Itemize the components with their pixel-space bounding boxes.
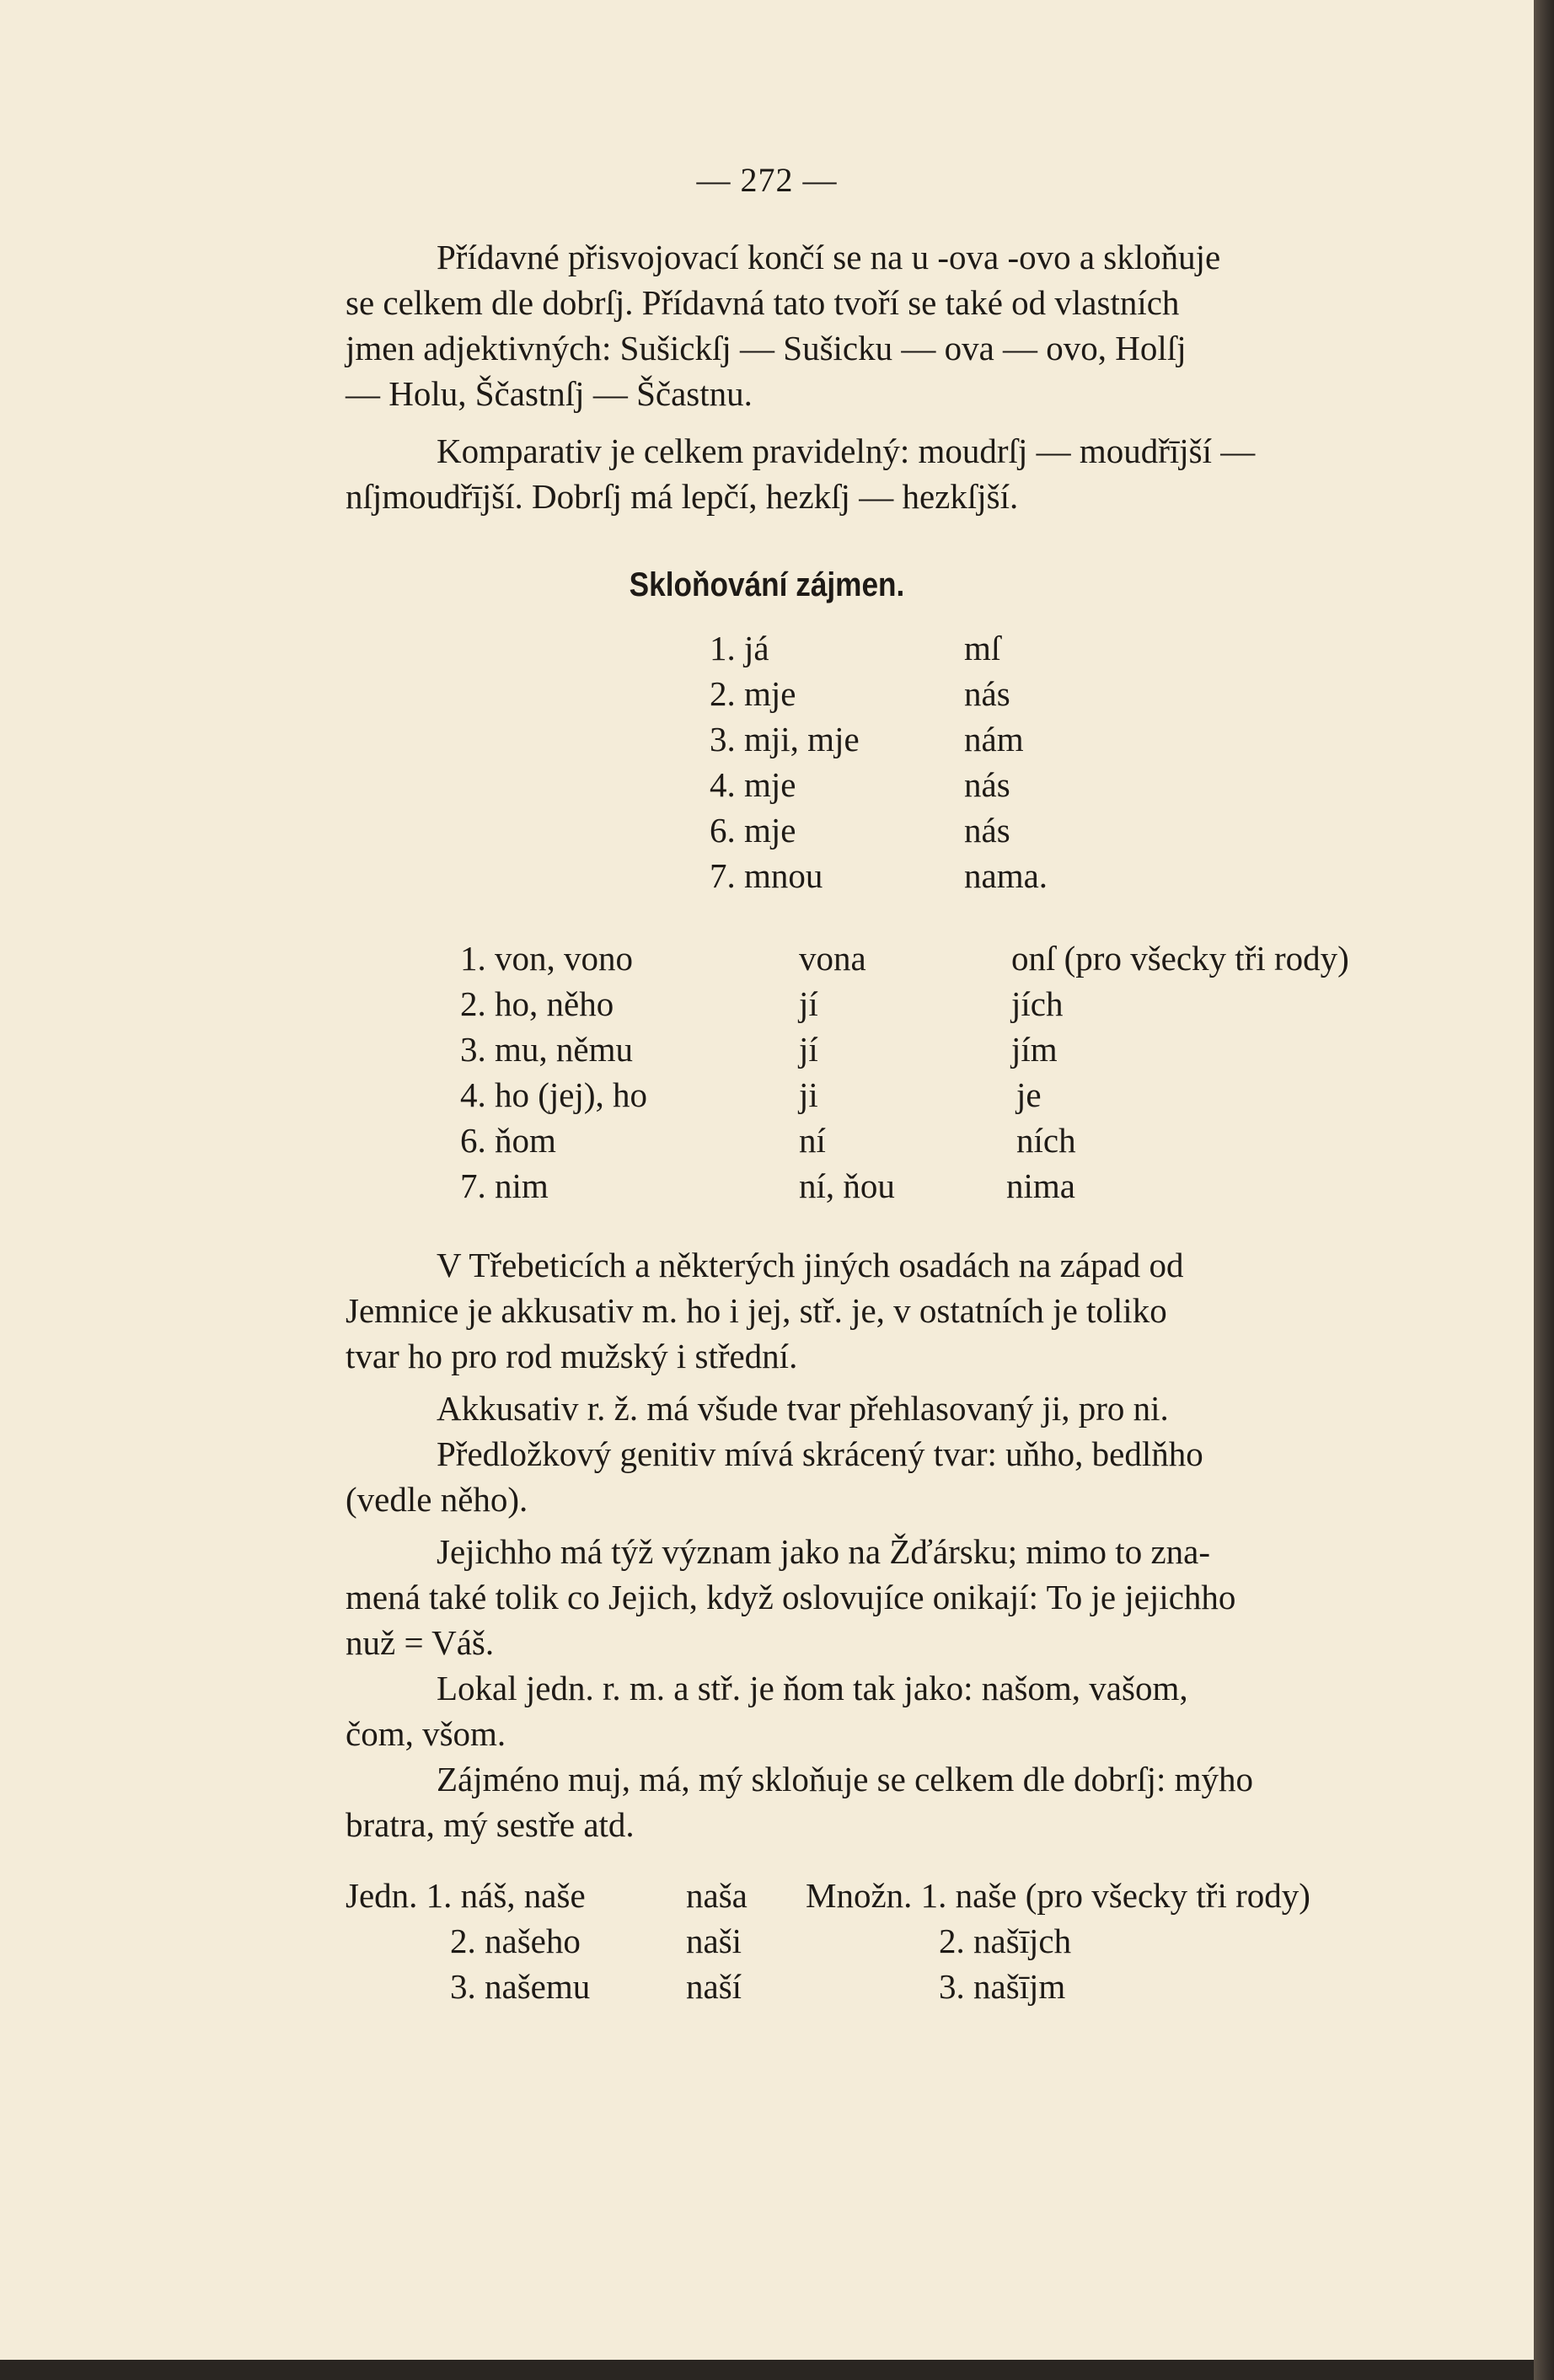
table-cell: jí <box>799 1030 818 1069</box>
table-cell: 2. mje <box>710 674 796 713</box>
paragraph-zajmeno <box>346 1756 1441 1847</box>
text-line: Přídavné přisvojovací končí se na u -ova -ovo a skloňuje <box>437 238 1221 276</box>
section-heading: Skloňování zájmen. <box>629 566 905 603</box>
table-cell: 4. mje <box>710 765 796 804</box>
table-cell: 6. ňom <box>460 1121 556 1160</box>
table-cell: ní, ňou <box>799 1166 895 1205</box>
table-cell: 2. ho, něho <box>460 984 614 1023</box>
table-cell: jím <box>1011 1030 1058 1069</box>
text-line: Zájméno muj, má, mý skloňuje se celkem dle dobrſj: mýho <box>437 1760 1254 1798</box>
table-cell: nás <box>964 765 1010 804</box>
table-cell: 3. mji, mje <box>710 720 860 758</box>
paragraph-trebetice <box>346 1242 1441 1379</box>
text-line: čom, všom. <box>346 1714 506 1753</box>
table-cell: nima <box>1006 1166 1075 1205</box>
paragraph-lokal <box>346 1665 1441 1756</box>
text-line: tvar ho pro rod mužský i střední. <box>346 1337 798 1375</box>
table-cell: mſ <box>964 629 1001 667</box>
text-line: Lokal jedn. r. m. a stř. je ňom tak jako: našom, vašom, <box>437 1669 1188 1707</box>
text-line: Akkusativ r. ž. má všude tvar přehlasovaný ji, pro ni. <box>437 1389 1169 1428</box>
table-cell: naší <box>686 1967 742 2006</box>
table-cell: Množn. 1. naše (pro všecky tři rody) <box>806 1876 1310 1915</box>
paragraph-jejichho <box>346 1529 1441 1665</box>
table-cell: jí <box>799 984 818 1023</box>
table-cell: onſ (pro všecky tři rody) <box>1011 939 1349 978</box>
table-cell: 7. nim <box>460 1166 549 1205</box>
text-line: V Třebeticích a některých jiných osadách na západ od <box>437 1246 1184 1284</box>
paragraph-genitiv <box>346 1431 1441 1522</box>
table-cell: ji <box>799 1075 818 1114</box>
table-cell: naši <box>686 1922 742 1960</box>
table-cell: ních <box>1016 1121 1076 1160</box>
table-cell: 7. mnou <box>710 856 823 895</box>
table-cell: 1. já <box>710 629 769 667</box>
table-cell: 4. ho (jej), ho <box>460 1075 648 1114</box>
text-line: jmen adjektivných: Sušickſj — Sušicku — ova — ovo, Holſj <box>346 329 1187 367</box>
text-line: (vedle něho). <box>346 1480 528 1519</box>
paragraph-comparative <box>346 428 1441 519</box>
table-cell: nás <box>964 811 1010 850</box>
table-cell: 1. von, vono <box>460 939 633 978</box>
page-number: — 272 — <box>696 161 838 199</box>
table-cell: 6. mje <box>710 811 796 850</box>
table-cell: 3. mu, němu <box>460 1030 633 1069</box>
text-line: se celkem dle dobrſj. Přídavná tato tvoří se také od vlastních <box>346 283 1180 322</box>
table-cell: 3. našemu <box>450 1967 591 2006</box>
table-cell: nám <box>964 720 1024 758</box>
text-line: Jemnice je akkusativ m. ho i jej, stř. je, v ostatních je toliko <box>346 1291 1167 1330</box>
text-line: Jejichho má týž význam jako na Žďársku; mimo to zna- <box>437 1532 1210 1571</box>
table-cell: 2. našeho <box>450 1922 581 1960</box>
table-cell: naša <box>686 1876 748 1915</box>
paragraph-possessive-adjectives <box>346 234 1441 416</box>
text-line: mená také tolik co Jejich, když oslovujíce onikají: To je jejichho <box>346 1578 1236 1616</box>
text-line: nſjmoudřījší. Dobrſj má lepčí, hezkſj — hezkſjší. <box>346 477 1019 516</box>
table-cell: vona <box>799 939 866 978</box>
paragraph-akkusativ <box>346 1386 1441 1431</box>
table-cell: 2. našījch <box>939 1922 1072 1960</box>
text-line: Komparativ je celkem pravidelný: moudrſj — moudřījší — <box>437 432 1256 470</box>
text-line: bratra, mý sestře atd. <box>346 1805 635 1844</box>
table-cell: Jedn. 1. náš, naše <box>346 1876 586 1915</box>
table-cell: nás <box>964 674 1010 713</box>
book-binding-edge <box>1534 0 1554 2380</box>
table-cell: ní <box>799 1121 826 1160</box>
table-cell: jích <box>1011 984 1064 1023</box>
text-line: nuž = Váš. <box>346 1623 495 1662</box>
table-cell: je <box>1016 1075 1042 1114</box>
text-line: — Holu, Ščastnſj — Ščastnu. <box>346 374 753 413</box>
table-cell: nama. <box>964 856 1048 895</box>
text-line: Předložkový genitiv mívá skrácený tvar: uňho, bedlňho <box>437 1434 1203 1473</box>
table-cell: 3. našījm <box>939 1967 1066 2006</box>
